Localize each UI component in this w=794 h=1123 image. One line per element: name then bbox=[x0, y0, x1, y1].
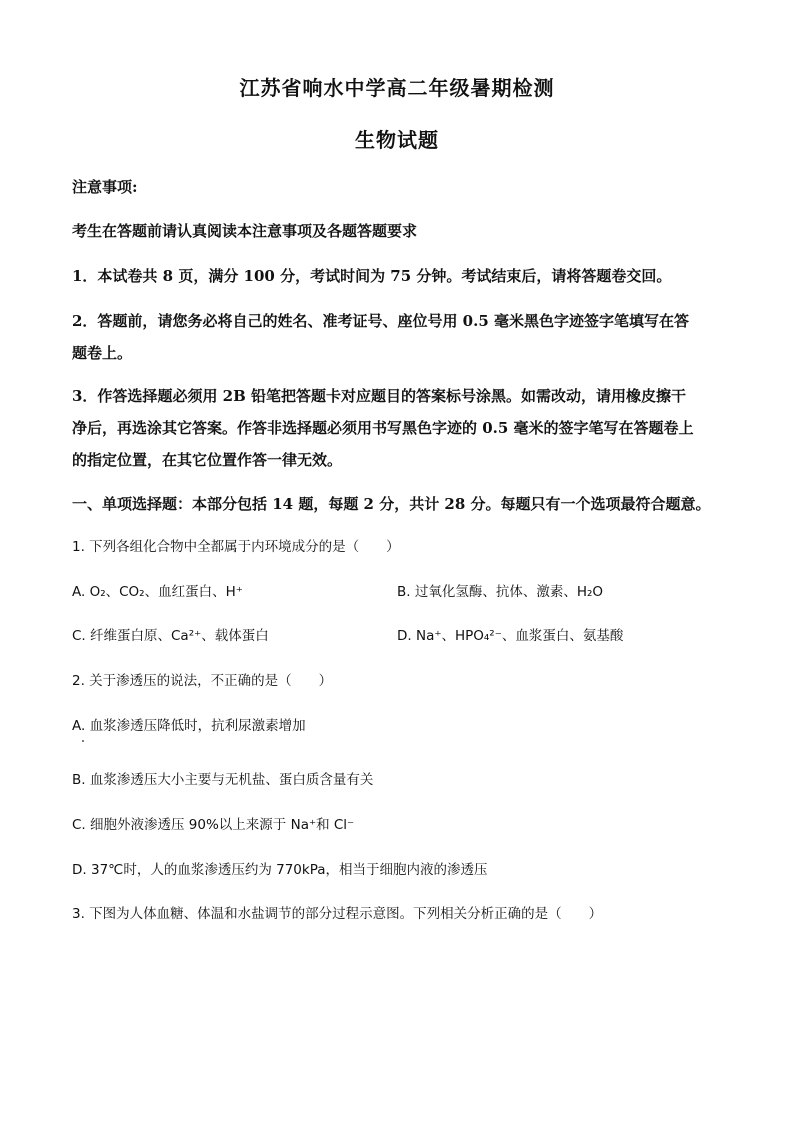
question-1-stem: 1. 下列各组化合物中全都属于内环境成分的是（ ） bbox=[72, 539, 400, 555]
notice-item-1: 1．本试卷共 8 页，满分 100 分，考试时间为 75 分钟。考试结束后，请将答题卷交回。 bbox=[72, 267, 672, 285]
notice-item-3-line-2: 净后，再选涂其它答案。作答非选择题必须用书写黑色字迹的 0.5 毫米的签字笔写在答题卷上 bbox=[72, 419, 694, 437]
question-2-option-d: D. 37℃时，人的血浆渗透压约为 770kPa，相当于细胞内液的渗透压 bbox=[72, 862, 488, 878]
question-2-option-c: C. 细胞外液渗透压 90%以上来源于 Na⁺和 Cl⁻ bbox=[72, 817, 355, 833]
notice-item-3-line-3: 的指定位置，在其它位置作答一律无效。 bbox=[72, 451, 343, 469]
notice-item-2-line-2: 题卷上。 bbox=[72, 344, 133, 362]
question-1-option-d: D. Na⁺、HPO₄²⁻、血浆蛋白、氨基酸 bbox=[397, 628, 624, 644]
notice-intro: 考生在答题前请认真阅读本注意事项及各题答题要求 bbox=[72, 222, 418, 240]
question-2-option-a: A. 血浆渗透压降低时，抗利尿激素增加 bbox=[72, 718, 306, 734]
notice-item-2-line-1: 2．答题前，请您务必将自己的姓名、准考证号、座位号用 0.5 毫米黑色字迹签字笔填写在答 bbox=[72, 312, 689, 330]
page-title: 江苏省响水中学高二年级暑期检测 bbox=[239, 76, 555, 100]
notice-heading: 注意事项: bbox=[72, 178, 138, 196]
section-1-heading: 一、单项选择题：本部分包括 14 题，每题 2 分，共计 28 分。每题只有一个选项最符合题意。 bbox=[72, 495, 711, 513]
question-1-option-c: C. 纤维蛋白原、Ca²⁺、载体蛋白 bbox=[72, 628, 269, 644]
question-1-option-b: B. 过氧化氢酶、抗体、激素、H₂O bbox=[397, 584, 604, 600]
stray-mark bbox=[82, 740, 84, 742]
question-2-option-b: B. 血浆渗透压大小主要与无机盐、蛋白质含量有关 bbox=[72, 772, 374, 788]
question-2-stem: 2. 关于渗透压的说法，不正确的是（ ） bbox=[72, 673, 333, 689]
question-1-option-a: A. O₂、CO₂、血红蛋白、H⁺ bbox=[72, 584, 243, 600]
page-subtitle: 生物试题 bbox=[355, 128, 439, 152]
question-3-stem: 3. 下图为人体血糖、体温和水盐调节的部分过程示意图。下列相关分析正确的是（ ） bbox=[72, 906, 603, 922]
notice-item-3-line-1: 3．作答选择题必须用 2B 铅笔把答题卡对应题目的答案标号涂黑。如需改动，请用橡皮擦干 bbox=[72, 387, 687, 405]
